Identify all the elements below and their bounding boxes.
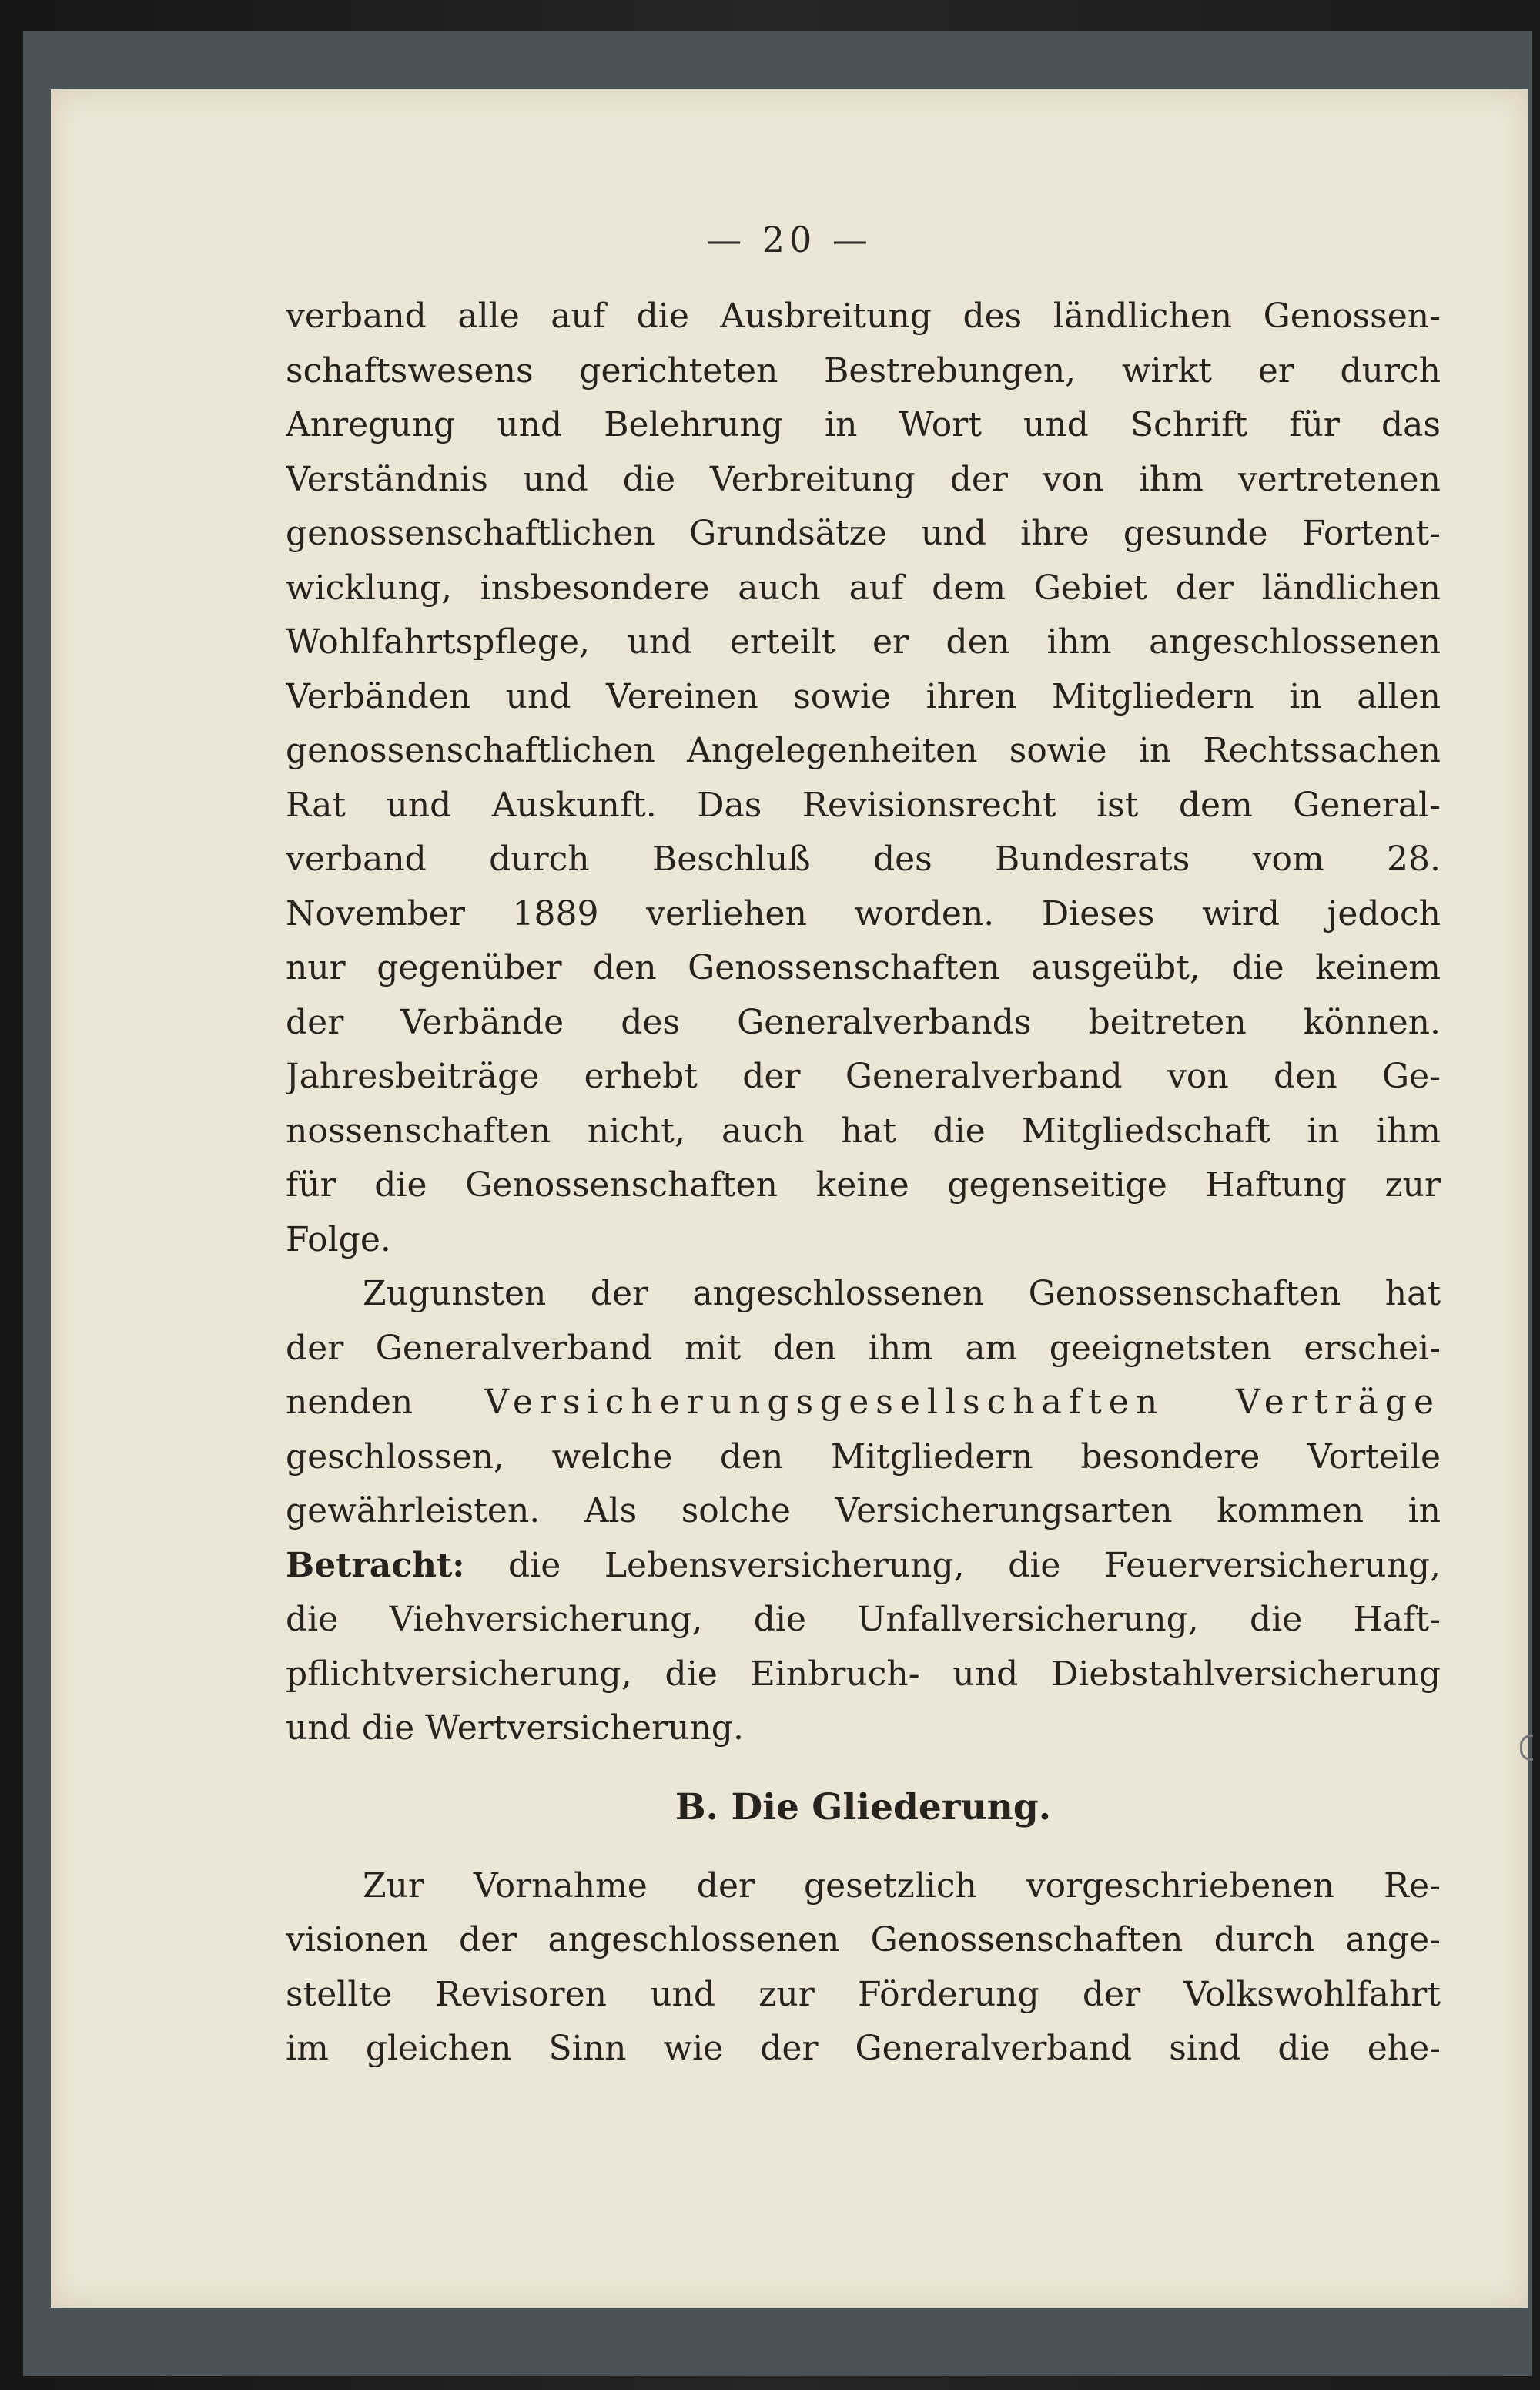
text-line: für die Genossenschaften keine gegenseitige Haftung zur (286, 1165, 1441, 1205)
text-line: gewährleisten. Als solche Versicherungsarten kommen in (286, 1491, 1441, 1530)
text-line: Zur Vornahme der gesetzlich vorgeschriebenen Re- (363, 1865, 1441, 1906)
text-line: November 1889 verliehen worden. Dieses wird jedoch (286, 893, 1441, 934)
text-line: im gleichen Sinn wie der Generalverband sind die ehe- (286, 2029, 1441, 2068)
spaced-emphasis: Verträge (1236, 1383, 1441, 1422)
text-run: nenden (286, 1383, 485, 1422)
text-line (286, 1376, 1441, 1430)
text-line: der Verbände des Generalverbands beitreten können. (286, 1002, 1441, 1042)
book-page (51, 89, 1528, 2308)
text-line: Anregung und Belehrung in Wort und Schrift für das (286, 405, 1441, 444)
text-line: verband durch Beschluß des Bundesrats vom 28. (286, 840, 1441, 879)
page-number: — 20 — (706, 219, 872, 260)
text-line: verband alle auf die Ausbreitung des ländlichen Genossen- (286, 297, 1441, 336)
text-line: genossenschaftlichen Angelegenheiten sowie in Rechtssachen (286, 731, 1441, 770)
text-line: nur gegenüber den Genossenschaften ausgeübt, die keinem (286, 948, 1441, 987)
text-line: geschlossen, welche den Mitgliedern besondere Vorteile (286, 1436, 1441, 1477)
bold-emphasis: Betracht: (286, 1545, 465, 1585)
text-line: pflichtversicherung, die Einbruch- und Diebstahlversicherung (286, 1654, 1441, 1694)
text-line: visionen der angeschlossenen Genossenschaften durch ange- (286, 1920, 1441, 1959)
body-text (286, 290, 1441, 2077)
edge-mark (1520, 1735, 1533, 1761)
text-line (286, 1539, 1441, 1594)
section-heading: B. Die Gliederung. (675, 1785, 1052, 1829)
text-line: schaftswesens gerichteten Bestrebungen, wirkt er durch (286, 350, 1441, 391)
spaced-emphasis: Versicherungsgesellschaften (484, 1383, 1165, 1422)
text-line: Jahresbeiträge erhebt der Generalverband von den Ge- (286, 1057, 1441, 1096)
text-line: stellte Revisoren und zur Förderung der Volkswohlfahrt (286, 1974, 1441, 2014)
text-line: und die Wertversicherung. (286, 1708, 744, 1748)
text-line: genossenschaftlichen Grundsätze und ihre gesunde Fortent- (286, 514, 1441, 553)
text-line: nossenschaften nicht, auch hat die Mitgliedschaft in ihm (286, 1111, 1441, 1151)
text-line: Wohlfahrtspflege, und erteilt er den ihm angeschlossenen (286, 622, 1441, 662)
text-line: Zugunsten der angeschlossenen Genossenschaften hat (363, 1274, 1441, 1313)
text-line: Verständnis und die Verbreitung der von ihm vertretenen (286, 459, 1441, 499)
text-line: Verbänden und Vereinen sowie ihren Mitgliedern in allen (286, 676, 1441, 716)
text-line: der Generalverband mit den ihm am geeignetsten erschei- (286, 1328, 1441, 1368)
text-line: Rat und Auskunft. Das Revisionsrecht ist dem General- (286, 785, 1441, 825)
text-line: wicklung, insbesondere auch auf dem Gebiet der ländlichen (286, 568, 1441, 608)
text-line: Folge. (286, 1219, 391, 1259)
text-run: die Lebensversicherung, die Feuerversicherung, (464, 1545, 1441, 1585)
text-line: die Viehversicherung, die Unfallversicherung, die Haft- (286, 1600, 1441, 1639)
